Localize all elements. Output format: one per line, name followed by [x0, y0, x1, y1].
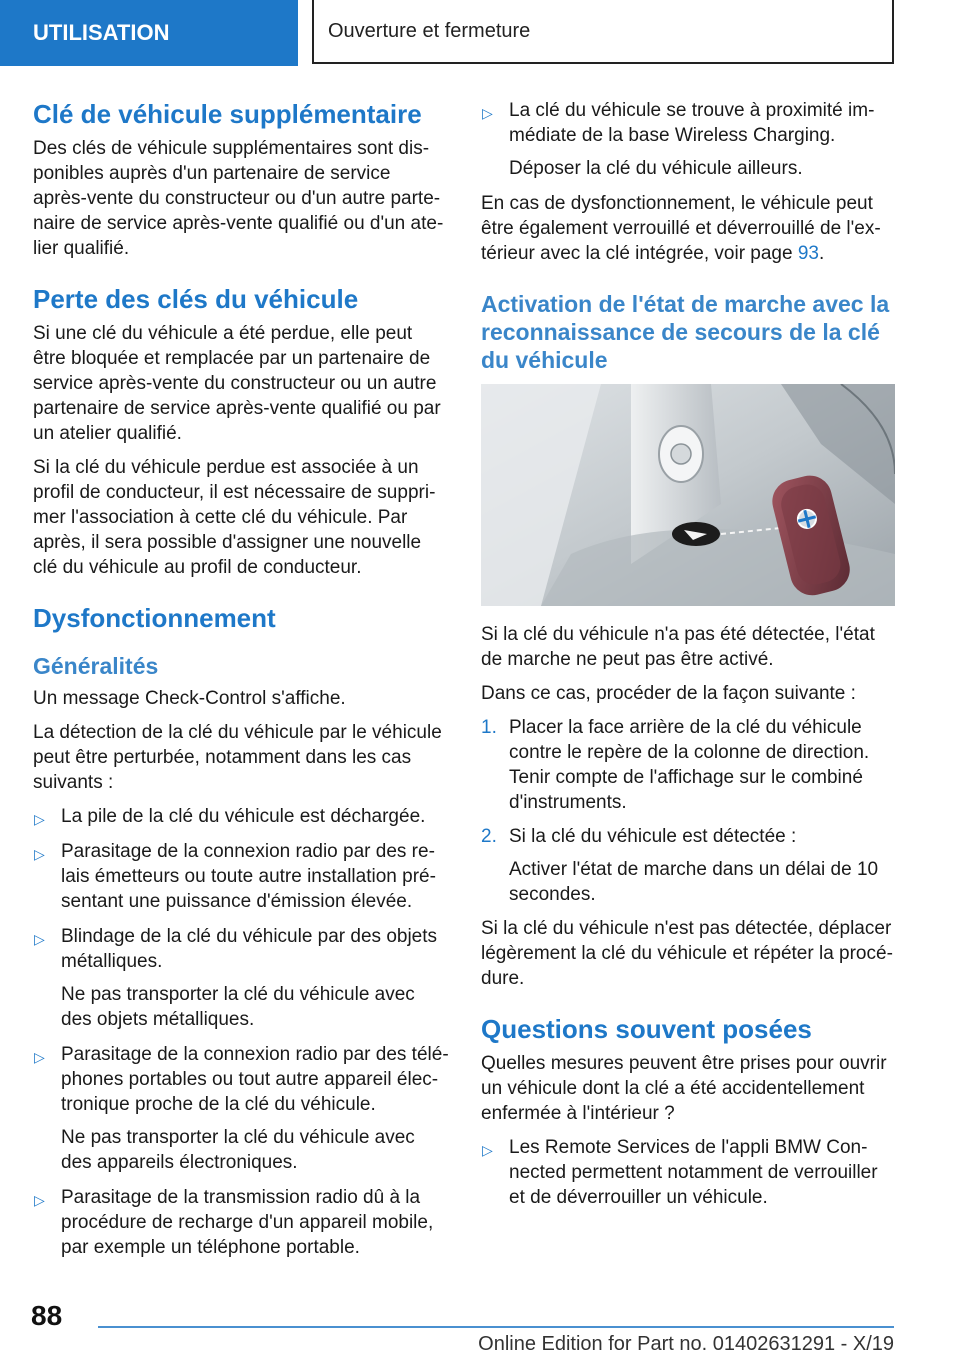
list-item-text: Blindage de la clé du véhicule par des objets métalliques.	[61, 926, 438, 972]
list-item-text: La clé du véhicule se trouve à proximité immédiate de la base Wireless Charging.	[509, 100, 875, 146]
bullet-list	[481, 1135, 897, 1210]
heading-faq: Questions souvent posées	[481, 1014, 812, 1044]
list-item	[33, 924, 449, 1032]
list-item	[33, 839, 449, 914]
list-item	[33, 1185, 449, 1260]
subheading-general: Généralités	[33, 653, 159, 679]
edition-label: Online Edition for Part no. 01402631291 - X/19	[478, 1333, 894, 1355]
page-number: 88	[31, 1300, 63, 1331]
list-item-text: Parasitage de la connexion radio par des téléphones portables ou tout autre appareil électronique proche de la clé du véhicule.	[61, 1044, 449, 1115]
list-item	[33, 804, 449, 829]
heading-spare-key: Clé de véhicule supplémentaire	[33, 99, 422, 129]
bullet-list	[481, 98, 897, 181]
paragraph: Si une clé du véhicule a été perdue, elle peut être bloquée et remplacée par un partenaire de service après-vente du constructeur ou un autre partenaire de service après-vente qualifié ou par un atelier qualifié.	[33, 323, 441, 444]
footer-divider	[98, 1326, 894, 1328]
paragraph: Si la clé du véhicule n'est pas détectée, déplacer légèrement la clé du véhicule et répéter la procédure.	[481, 918, 893, 989]
list-item	[481, 824, 897, 907]
paragraph	[481, 191, 897, 266]
triangle-bullet-icon: ▷	[34, 811, 45, 827]
bullet-list	[33, 804, 449, 1260]
step-text: Si la clé du véhicule est détectée :	[509, 826, 797, 847]
list-item-text: Les Remote Services de l'appli BMW Connected permettent notamment de verrouiller et de déverrouiller un véhicule.	[509, 1137, 878, 1208]
list-item	[481, 715, 897, 815]
step-text: Placer la face arrière de la clé du véhicule contre le repère de la colonne de direction. Tenir compte de l'affichage sur le combiné d'instruments.	[509, 717, 870, 813]
step-note: Activer l'état de marche dans un délai de 10 secondes.	[509, 859, 879, 905]
key-illustration	[481, 384, 895, 606]
step-number: 2.	[481, 826, 497, 847]
page-link[interactable]: 93	[797, 243, 819, 264]
right-column	[481, 98, 897, 1220]
list-item	[33, 1042, 449, 1175]
paragraph: Un message Check-Control s'affiche.	[33, 688, 346, 709]
list-item-text: La pile de la clé du véhicule est déchargée.	[61, 806, 426, 827]
paragraph: La détection de la clé du véhicule par le véhicule peut être perturbée, notamment dans les cas suivants :	[33, 722, 442, 793]
heading-lost-keys: Perte des clés du véhicule	[33, 284, 359, 314]
list-item-note: Ne pas transporter la clé du véhicule avec des appareils électroniques.	[61, 1127, 415, 1173]
list-item-text: Parasitage de la transmission radio dû à la procédure de recharge d'un appareil mobile, par exemple un téléphone portable.	[61, 1187, 434, 1258]
steering-column-key-photo	[481, 384, 895, 606]
chapter-title: Ouverture et fermeture	[328, 19, 531, 42]
section-tab	[0, 0, 298, 66]
triangle-bullet-icon: ▷	[482, 105, 493, 121]
paragraph: Si la clé du véhicule perdue est associée à un profil de conducteur, il est nécessaire de supprimer l'association à cette clé du véhicule. Par après, il sera possible d'assigner une nouvelle clé du véhicule au profil de conducteur.	[33, 457, 436, 578]
paragraph: Dans ce cas, procéder de la façon suivante :	[481, 683, 856, 704]
heading-emergency-detection: Activation de l'état de marche avec la reconnaissance de secours de la clé du véhicule	[481, 291, 890, 373]
heading-malfunction: Dysfonctionnement	[33, 603, 276, 633]
list-item-text: Parasitage de la connexion radio par des relais émetteurs ou toute autre installation présentant une puissance d'émission élevée.	[61, 841, 436, 912]
numbered-list	[481, 715, 897, 907]
paragraph: Des clés de véhicule supplémentaires sont disponibles auprès d'un partenaire de service après-vente du constructeur ou d'un autre partenaire de service après-vente qualifié ou d'un atelier qualifié.	[33, 138, 444, 259]
step-number: 1.	[481, 717, 497, 738]
list-item-note: Ne pas transporter la clé du véhicule avec des objets métalliques.	[61, 984, 415, 1030]
triangle-bullet-icon: ▷	[34, 1192, 45, 1208]
list-item	[481, 98, 897, 181]
paragraph: Quelles mesures peuvent être prises pour ouvrir un véhicule dont la clé a été accidentellement enfermée à l'intérieur ?	[481, 1053, 887, 1124]
triangle-bullet-icon: ▷	[34, 1049, 45, 1065]
section-title: UTILISATION	[33, 20, 170, 45]
left-column	[33, 98, 449, 1270]
chapter-header	[312, 0, 894, 64]
triangle-bullet-icon: ▷	[34, 931, 45, 947]
list-item	[481, 1135, 897, 1210]
paragraph: Si la clé du véhicule n'a pas été détectée, l'état de marche ne peut pas être activé.	[481, 624, 875, 670]
paragraph-text: En cas de dysfonctionnement, le véhicule peut être également verrouillé et déverrouillé de l'extérieur avec la clé intégrée, voir page	[481, 193, 881, 264]
triangle-bullet-icon: ▷	[482, 1142, 493, 1158]
list-item-note: Déposer la clé du véhicule ailleurs.	[509, 158, 803, 179]
triangle-bullet-icon: ▷	[34, 846, 45, 862]
paragraph-text: .	[818, 243, 825, 264]
